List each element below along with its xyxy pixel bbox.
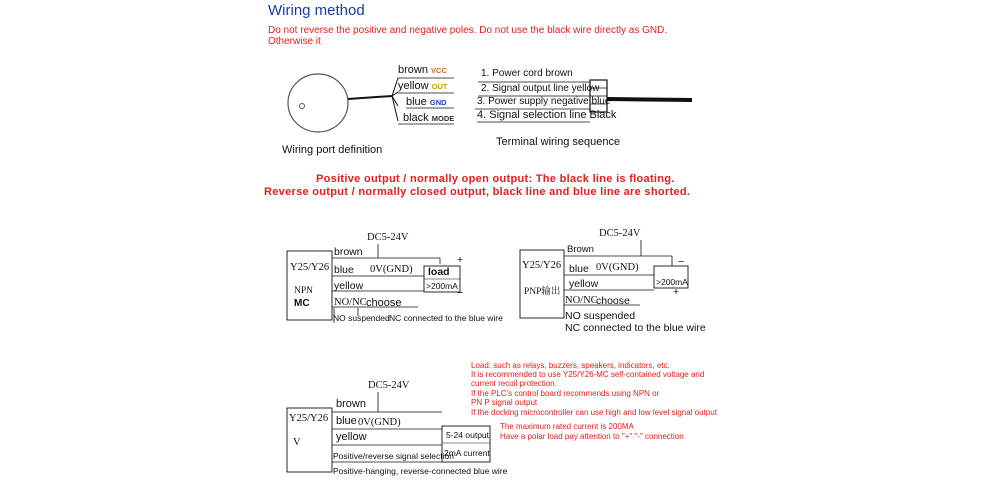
v-brown: brown: [336, 398, 366, 410]
pnp-nc-note: NC connected to the blue wire: [565, 322, 706, 334]
wire-black-label: black MODE: [403, 112, 455, 124]
npn-plus: +: [457, 254, 464, 266]
npn-yellow: yellow: [334, 280, 364, 292]
v-out-range: 5-24 output: [446, 430, 490, 440]
npn-blue: blue: [334, 264, 354, 276]
positive-output-note: Positive output / normally open output: The black line is floating.: [316, 173, 675, 185]
vcc-tag: VCC: [431, 66, 447, 75]
npn-brown: brown: [334, 246, 363, 258]
npn-choose: choose: [366, 297, 402, 309]
v-zero-v: 0V(GND): [358, 417, 401, 428]
note-4: If the PLC's control board recommends using NPN or: [471, 389, 660, 398]
npn-load: load: [428, 266, 450, 278]
out-tag: OUT: [431, 82, 448, 91]
page-title: Wiring method: [268, 2, 365, 19]
note-polar-load: Have a polar load pay attention to "+" "-" connection: [500, 432, 684, 441]
v-selection: Positive/reverse signal selection: [333, 451, 454, 461]
terminal-seq-1: 1. Power cord brown: [481, 68, 573, 79]
note-max-current: The maximum rated current is 200MA: [500, 422, 634, 431]
terminal-sequence-caption: Terminal wiring sequence: [496, 136, 621, 148]
port-definition-caption: Wiring port definition: [282, 144, 383, 156]
v-blue: blue: [336, 415, 357, 427]
pnp-current: >200mA: [656, 277, 688, 287]
terminal-seq-3: 3. Power supply negative blue: [477, 96, 611, 107]
note-6: If the docking microcontroller can use high and low level signal output: [471, 408, 717, 417]
sensor-dot: [300, 104, 305, 109]
pnp-choose: choose: [596, 295, 630, 307]
npn-minus: −: [457, 287, 464, 299]
pnp-zero-v: 0V(GND): [596, 262, 639, 273]
note-3: current recoil protection.: [471, 379, 557, 388]
npn-current: >200mA: [426, 281, 458, 291]
sensor-disc: [288, 74, 348, 132]
npn-sub: MC: [294, 298, 310, 309]
warning-line-1: Do not reverse the positive and negative poles. Do not use the black wire directly as GND.: [268, 25, 668, 36]
terminal-seq-4: 4. Signal selection line Black: [477, 109, 617, 121]
pnp-nonc: NO/NC: [565, 295, 598, 306]
npn-nc-note: NC connected to the blue wire: [389, 313, 503, 323]
wire-blue-label: blue GND: [406, 96, 447, 108]
npn-supply: DC5-24V: [367, 232, 409, 243]
v-hanging: Positive-hanging, reverse-connected blue wire: [333, 466, 508, 476]
note-5: PN P signal output: [471, 398, 538, 407]
pnp-blue: blue: [569, 263, 589, 275]
v-out-current: 2mA current: [444, 448, 490, 458]
wire-brown-label: brown VCC: [398, 64, 447, 76]
v-type: V: [293, 437, 301, 448]
pnp-brown: Brown: [567, 244, 594, 255]
terminal-cable: [607, 99, 692, 100]
v-supply: DC5-24V: [368, 380, 410, 391]
note-1: Load: such as relays, buzzers, speakers, indicators, etc.: [471, 361, 670, 370]
pnp-supply: DC5-24V: [599, 228, 641, 239]
reverse-output-note: Reverse output / normally closed output, black line and blue line are shorted.: [264, 186, 691, 198]
pnp-minus: −: [678, 256, 685, 268]
mode-tag: MODE: [431, 114, 455, 123]
npn-model: Y25/Y26: [290, 262, 330, 273]
npn-no-note: NO suspended: [333, 313, 390, 323]
npn-type: NPN: [294, 286, 314, 296]
pnp-type: PNP输出: [524, 287, 561, 297]
pnp-model: Y25/Y26: [522, 260, 562, 271]
npn-nonc: NO/NC: [334, 297, 367, 308]
pnp-plus: +: [673, 286, 680, 298]
warning-line-2: Otherwise it: [268, 36, 321, 47]
pnp-no-note: NO suspended: [565, 310, 636, 322]
note-2: It is recommended to use Y25/Y26-MC self-contained voltage and: [471, 370, 705, 379]
v-yellow: yellow: [336, 431, 367, 443]
terminal-seq-2: 2. Signal output line yellow: [481, 83, 600, 94]
v-model: Y25/Y26: [289, 413, 329, 424]
pnp-yellow: yellow: [569, 278, 599, 290]
npn-zero-v: 0V(GND): [370, 264, 413, 275]
gnd-tag: GND: [429, 98, 447, 107]
wire-yellow-label: yellow OUT: [398, 80, 448, 92]
